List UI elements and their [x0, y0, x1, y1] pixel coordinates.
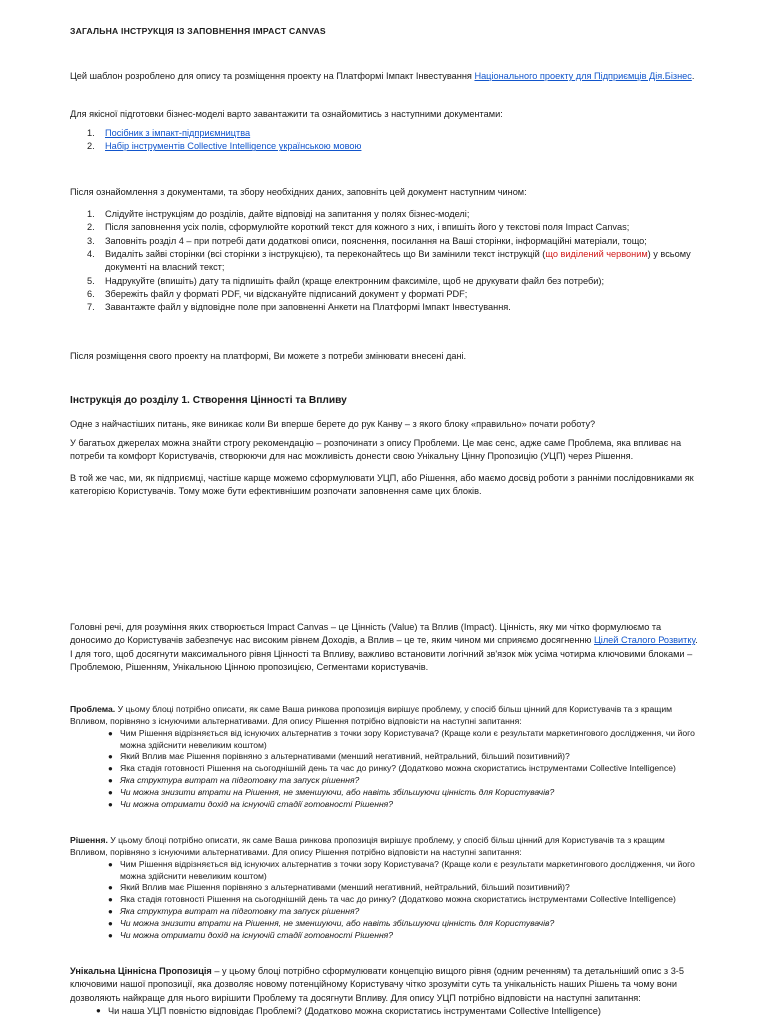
solution-question — [70, 930, 700, 942]
question-text: Чи наша УЦП повністю відповідає Проблемі? (Додатково можна скористатись інструментами Collective Intelligence) — [108, 1006, 601, 1017]
docs-link-guide[interactable]: Посібник з імпакт-підприємництва — [105, 128, 251, 138]
bullet-icon: ● — [108, 895, 113, 905]
question-text: Чим Рішення відрізняється від існуючих альтернатив з точки зору Користувача? (Краще коли є результати маркетингового дослідження, чи його можна здійснити невеликим коштом) — [120, 727, 695, 750]
docs-item-number: 2. — [87, 141, 95, 152]
docs-list — [70, 127, 700, 154]
bullet-icon: ● — [108, 883, 113, 893]
bullet-icon: ● — [108, 907, 113, 917]
step-text: Після заповнення усіх полів, сформулюйте короткий текст для кожного з них, і впишіть його у текстові поля Impact Canvas; — [105, 222, 630, 233]
step-text: Слідуйте інструкціям до розділів, дайте відповіді на запитання у полях бізнес-моделі; — [105, 209, 470, 219]
bullet-icon: ● — [108, 728, 113, 738]
uvp-intro-text: – у цьому блоці потрібно сформулювати концепцію вищого рівня (одним реченням) та детальніший опис з 3-5 ключовими нашої пропозиції, яка дозволяє новому потенційному Користувачу чітко зрозуміти суть та унікальність наших Рішень та чому вони дозволяють найкраще для нього вирішити Проблему та досягнути Впливу. Для опису УЦП потрібно відповісти на наступні запитання: — [70, 966, 684, 1003]
docs-intro: Для якісної підготовки бізнес-моделі варто завантажити та ознайомитись з наступними документами: — [70, 109, 503, 119]
problem-question — [70, 775, 700, 787]
step-text-after: ) у всьому документі на власний текст; — [105, 249, 691, 273]
step-number: 3. — [87, 235, 95, 246]
step-text: Видаліть зайві сторінки (всі сторінки з інструкцією), та переконайтесь що Ви замінили текст інструкцій ( — [105, 249, 546, 260]
uvp-label: Унікальна Ціннісна Пропозиція — [70, 966, 212, 976]
step-item — [70, 248, 700, 275]
step-number: 5. — [87, 275, 95, 286]
step-item — [70, 275, 700, 288]
problem-question — [70, 787, 700, 799]
s1-p4-after: . І для того, щоб досягнути максимального рівня Цінності та Впливу, важливо встановити логічний зв'язок між усіма чотирма ключовими блоками – Проблемою, Рішенням, Унікальною Цінною пропозицією, Сегментами користувачів. — [70, 635, 698, 673]
problem-question — [70, 799, 700, 811]
solution-intro-text: У цьому блоці потрібно описати, як саме Ваша ринкова пропозиція вирішує проблему, у спосіб більш цінний для Користувачів та з кращим Впливом, порівняно з існуючими альтернативами. Для опису Рішення потрібно відповісти на наступні запитання: — [70, 835, 665, 857]
s1-paragraph-1: Одне з найчастіших питань, яке виникає коли Ви вперше берете до рук Канву – з якого блоку «правильно» почати роботу? — [70, 419, 596, 429]
uvp-questions — [58, 1005, 700, 1018]
step-number: 2. — [87, 222, 95, 233]
step-text: Заповніть розділ 4 – при потребі дати додаткові описи, пояснення, посилання на Ваші сторінки, інформаційні матеріали, тощо; — [105, 235, 647, 246]
bullet-icon: ● — [96, 1006, 101, 1016]
docs-item — [70, 127, 700, 140]
solution-questions — [70, 859, 700, 942]
problem-questions — [70, 728, 700, 811]
intro-link[interactable]: Національного проекту для Підприємців Дія.Бізнес — [474, 71, 692, 81]
question-text: Чим Рішення відрізняється від існуючих альтернатив з точки зору Користувача? (Краще коли є результати маркетингового дослідження, чи його можна здійснити невеликим коштом) — [120, 858, 695, 881]
step-item — [70, 288, 700, 301]
section1-heading: Інструкція до розділу 1. Створення Цінності та Впливу — [70, 395, 347, 406]
s1-p4-text: Головні речі, для розуміння яких створюється Impact Canvas – це Цінність (Value) та Вплив (Impact). Цінність, яку ми чітко формулюємо та доносимо до Користувачів забезпечує нас високим рівнем Доходів, а Вплив – це те, яким чином ми сприяємо досягненню — [70, 622, 662, 646]
problem-block — [70, 704, 700, 811]
problem-intro-text: У цьому блоці потрібно описати, як саме Ваша ринкова пропозиція вирішує проблему, у спосіб більш цінний для Користувачів та з кращим Впливом, порівняно з існуючими альтернативами. Для опису Рішення потрібно відповісти на наступні запитання: — [70, 704, 673, 726]
solution-question — [70, 906, 700, 918]
s1-paragraph-3: В той же час, ми, як підприємці, частіше карще можемо сформулювати УЦП, або Рішення, або маємо досвід роботи з ранніми послідовниками як категорією Користувачів. Тому може бути ефективнішим розпочати заповнення саме цих блоків. — [70, 473, 694, 497]
step-number: 1. — [87, 209, 95, 219]
s1-paragraph-2: У багатьох джерелах можна знайти строгу рекомендацію – розпочинати з опису Проблеми. Це має сенс, адже саме Проблема, яка впливає на потреби та комфорт Користувачів, створюючи для нас можливість донести свою Унікальну Цінну Пропозицію (УЦП) через Рішення. — [70, 438, 682, 462]
intro-paragraph — [70, 70, 700, 83]
steps-list — [70, 208, 700, 315]
solution-block — [70, 835, 700, 942]
uvp-block — [70, 965, 700, 1018]
question-text: Який Вплив має Рішення порівняно з альтернативами (менший негативний, нейтральний, більший позитивний)? — [120, 751, 570, 762]
question-text: Чи можна знизити втрати на Рішення, не зменшуючи, або навіть збільшуючи цінність для Користувачів? — [120, 918, 555, 929]
problem-question — [70, 763, 700, 775]
step-red-text: що виділений червоним — [545, 249, 648, 260]
step-number: 6. — [87, 289, 95, 300]
sdg-link[interactable]: Цілей Сталого Розвитку — [593, 635, 696, 646]
step-number: 4. — [87, 249, 95, 260]
step-text: Збережіть файл у форматі PDF, чи відскануйте підписаний документ у форматі PDF; — [105, 289, 468, 300]
step-item — [70, 221, 700, 234]
docs-item-number: 1. — [87, 128, 95, 138]
docs-link-toolkit[interactable]: Набір інструментів Collective Intelligence українською мовою — [105, 141, 362, 152]
solution-question — [70, 894, 700, 906]
question-text: Яка стадія готовності Рішення на сьогоднішній день та час до ринку? (Додатково можна скористатись інструментами Collective Intelligence) — [120, 894, 676, 905]
question-text: Чи можна отримати дохід на існуючій стадії готовності Рішення? — [120, 929, 394, 940]
step-number: 7. — [87, 302, 95, 313]
step-item — [70, 301, 700, 314]
bullet-icon: ● — [108, 776, 113, 786]
question-text: Яка структура витрат на підготовку та запуск рішення? — [120, 906, 360, 917]
question-text: Яка структура витрат на підготовку та запуск рішення? — [120, 775, 360, 786]
bullet-icon: ● — [108, 764, 113, 774]
bullet-icon: ● — [108, 930, 113, 940]
solution-question — [70, 859, 700, 883]
step-item — [70, 235, 700, 248]
solution-question — [70, 882, 700, 894]
question-text: Яка стадія готовності Рішення на сьогоднішній день та час до ринку? (Додатково можна скористатись інструментами Collective Intelligence) — [120, 763, 676, 774]
steps-intro: Після ознайомлення з документами, та збору необхідних даних, заповніть цей документ наступним чином: — [70, 187, 527, 197]
question-text: Чи можна отримати дохід на існуючій стадії готовності Рішення? — [120, 798, 394, 809]
intro-text: Цей шаблон розроблено для опису та розміщення проекту на Платформі Імпакт Інвестування — [70, 71, 475, 81]
bullet-icon: ● — [108, 799, 113, 809]
question-text: Чи можна знизити втрати на Рішення, не зменшуючи, або навіть збільшуючи цінність для Користувачів? — [120, 787, 555, 798]
problem-label: Проблема. — [70, 704, 116, 714]
uvp-question — [58, 1005, 700, 1018]
step-text: Надрукуйте (впишіть) дату та підпишіть файл (краще електронним факсиміле, щоб не друкувати файл без потреби); — [105, 275, 605, 286]
problem-intro — [70, 704, 700, 728]
step-text: Завантажте файл у відповідне поле при заповненні Анкети на Платформі Імпакт Інвестування. — [105, 302, 511, 313]
bullet-icon: ● — [108, 859, 113, 869]
solution-question — [70, 918, 700, 930]
document-title: ЗАГАЛЬНА ІНСТРУКЦІЯ ІЗ ЗАПОВНЕННЯ IMPACT CANVAS — [70, 26, 326, 36]
after-steps-paragraph: Після розміщення свого проекту на платформі, Ви можете з потреби змінювати внесені дані. — [70, 351, 467, 361]
bullet-icon: ● — [108, 752, 113, 762]
step-item — [70, 208, 700, 221]
problem-question — [70, 728, 700, 752]
bullet-icon: ● — [108, 788, 113, 798]
uvp-intro — [70, 965, 700, 1005]
s1-paragraph-4 — [70, 621, 700, 674]
bullet-icon: ● — [108, 919, 113, 929]
solution-label: Рішення. — [70, 835, 108, 845]
solution-intro — [70, 835, 700, 859]
question-text: Який Вплив має Рішення порівняно з альтернативами (менший негативний, нейтральний, більший позитивний)? — [120, 882, 570, 893]
docs-item — [70, 140, 700, 153]
intro-after: . — [691, 71, 695, 81]
problem-question — [70, 751, 700, 763]
